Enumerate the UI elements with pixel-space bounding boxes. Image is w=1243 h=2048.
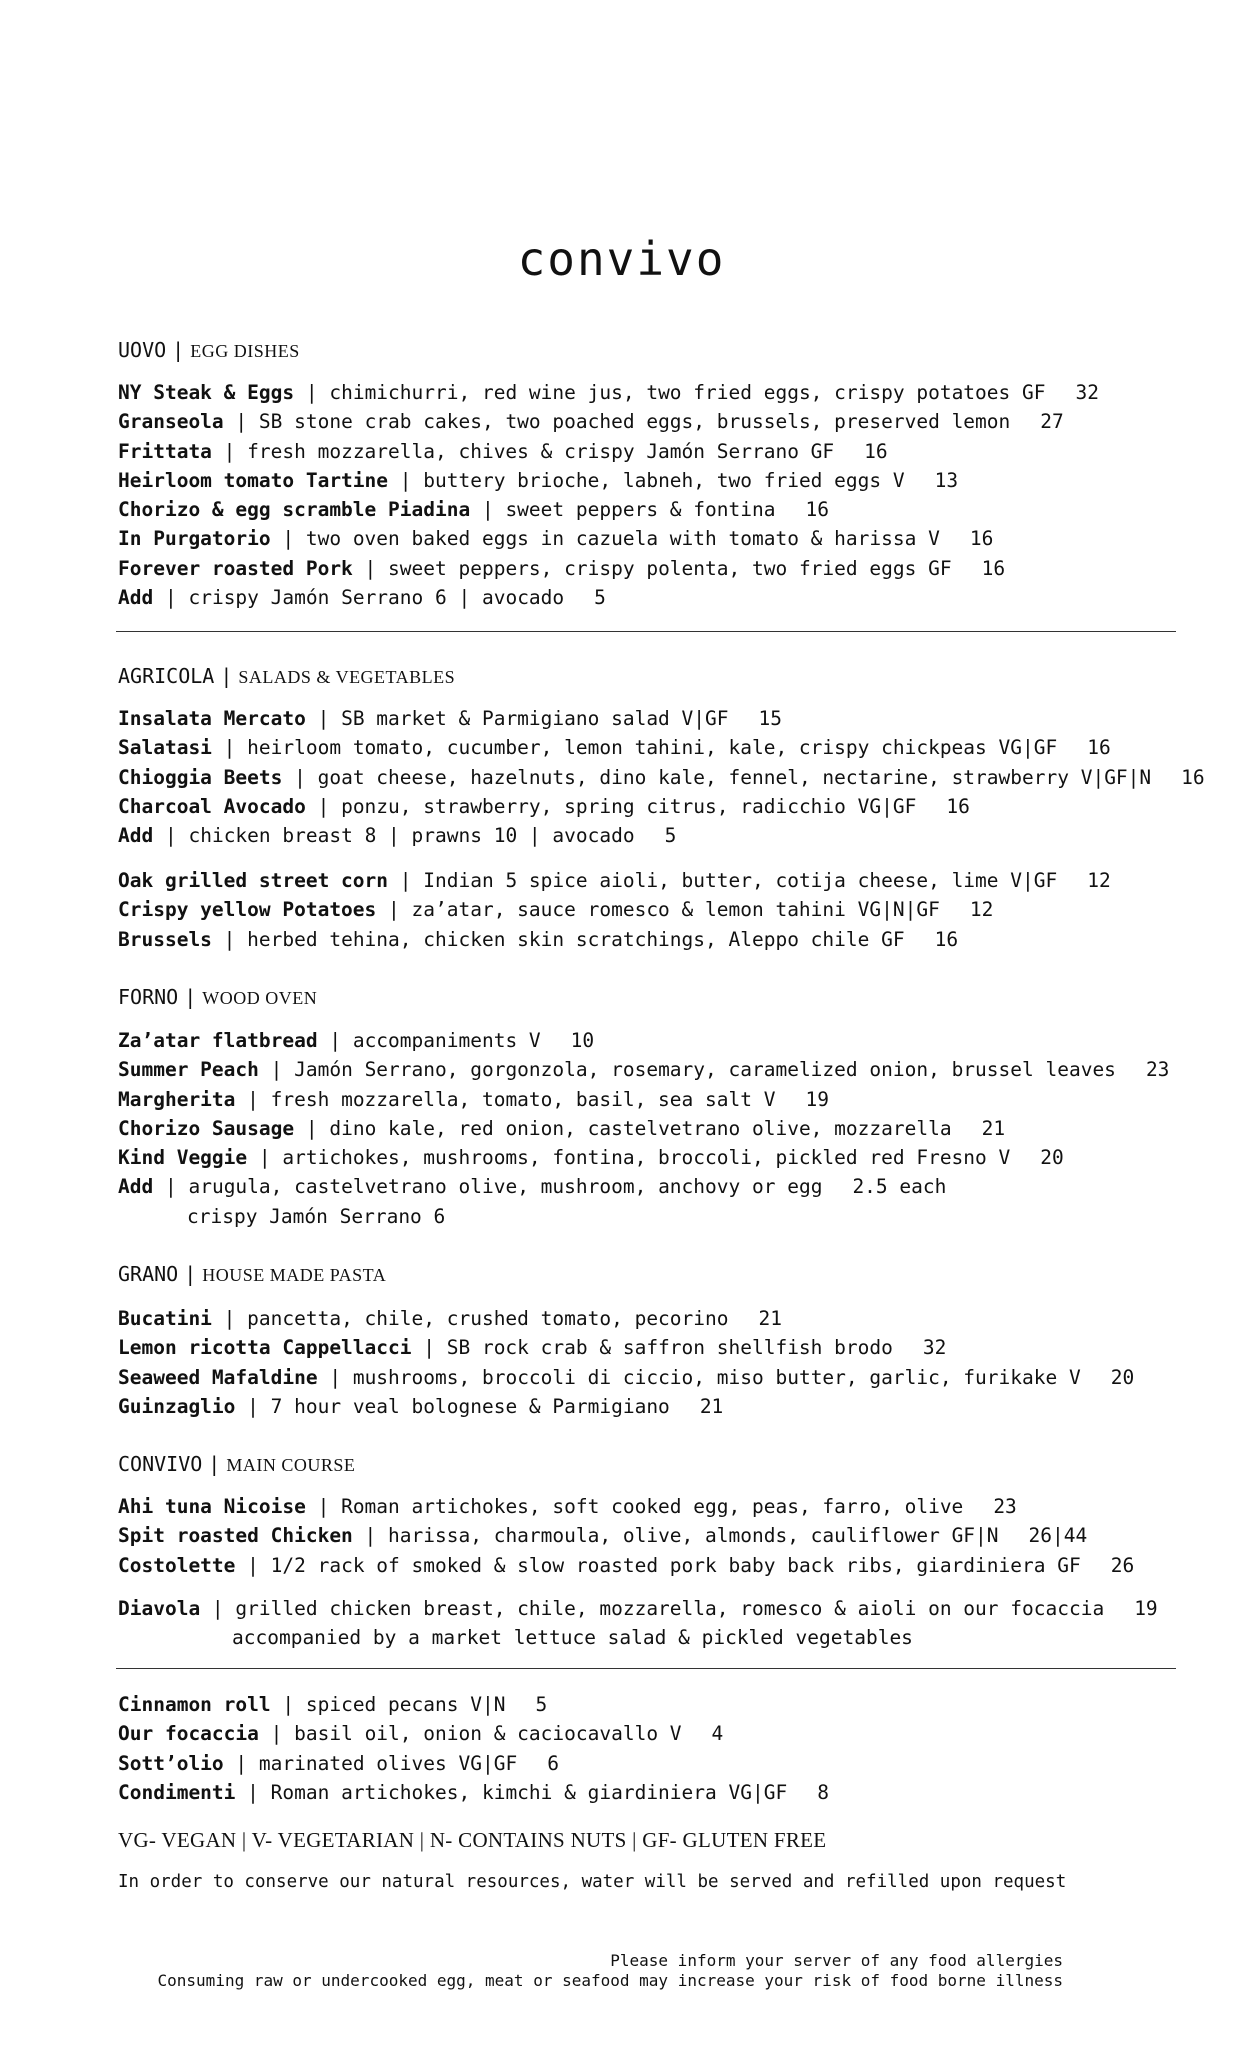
forno-items: [118, 1026, 1169, 1202]
item-price: 2.5 each: [852, 1175, 947, 1199]
item-name: Summer Peach: [118, 1058, 259, 1082]
separator: |: [223, 410, 259, 434]
separator: |: [184, 985, 197, 1009]
diavola-item: [118, 1594, 1158, 1623]
section-subtitle: WOOD OVEN: [202, 988, 318, 1008]
separator: |: [294, 381, 330, 404]
item-description: Jamón Serrano, gorgonzola, rosemary, caramelized onion, brussel leaves: [294, 1058, 1116, 1082]
section-header-uovo: [118, 338, 300, 362]
item-description: basil oil, onion & caciocavallo V: [294, 1722, 682, 1746]
item-name: Margherita: [118, 1087, 236, 1111]
item-price: 26: [1110, 1553, 1135, 1577]
item-description: Roman artichokes, kimchi & giardiniera VG|GF: [270, 1780, 788, 1804]
menu-item: [118, 378, 1099, 407]
separator: |: [270, 1693, 306, 1716]
item-name: Add: [118, 1175, 154, 1199]
item-description: SB rock crab & saffron shellfish brodo: [446, 1336, 893, 1360]
separator: |: [247, 1146, 283, 1170]
item-price: 16: [864, 439, 888, 463]
section-subtitle: EGG DISHES: [190, 341, 300, 361]
raw-food-warning: Consuming raw or undercooked egg, meat or seafood may increase your risk of food borne illness: [157, 1971, 1063, 1990]
separator: |: [388, 869, 424, 892]
menu-item: [118, 821, 1205, 850]
item-name: Our focaccia: [118, 1722, 259, 1746]
section-header-convivo: [118, 1452, 355, 1476]
menu-item: [118, 1143, 1169, 1172]
section-subtitle: MAIN COURSE: [226, 1455, 356, 1475]
item-price: 15: [758, 707, 782, 730]
item-price: 16: [981, 556, 1006, 580]
separator: |: [470, 498, 506, 522]
menu-item: [118, 1055, 1169, 1084]
item-name: Ahi tuna Nicoise: [118, 1495, 306, 1518]
section-name: GRANO: [118, 1262, 179, 1286]
item-name: Diavola: [118, 1597, 201, 1620]
menu-item: [118, 1333, 1134, 1362]
section-subtitle: SALADS & VEGETABLES: [238, 667, 456, 687]
item-description: arugula, castelvetrano olive, mushroom, anchovy or egg: [188, 1175, 823, 1199]
item-name: Costolette: [118, 1553, 236, 1577]
item-price: 19: [805, 1087, 829, 1111]
item-price: 5: [594, 586, 606, 610]
separator: |: [317, 1029, 353, 1052]
menu-item: [118, 1690, 829, 1719]
item-price: 19: [1134, 1597, 1158, 1620]
item-description: SB stone crab cakes, two poached eggs, brussels, preserved lemon: [258, 410, 1011, 434]
item-description: harissa, charmoula, olive, almonds, cauliflower GF|N: [388, 1524, 999, 1548]
divider: [116, 1668, 1176, 1669]
item-price: 26|44: [1028, 1524, 1088, 1548]
item-name: Za’atar flatbread: [118, 1029, 318, 1052]
item-price: 20: [1110, 1365, 1135, 1389]
allergy-note: Please inform your server of any food allergies: [610, 1951, 1063, 1970]
item-name: Condimenti: [118, 1780, 236, 1804]
item-description: Indian 5 spice aioli, butter, cotija cheese, lime V|GF: [423, 869, 1058, 892]
separator: |: [388, 468, 424, 492]
item-name: Cinnamon roll: [118, 1693, 271, 1716]
item-price: 21: [758, 1307, 782, 1330]
separator: |: [211, 439, 248, 463]
item-description: herbed tehina, chicken skin scratchings, Aleppo chile GF: [247, 927, 905, 951]
section-name: AGRICOLA: [118, 664, 215, 688]
separator: |: [258, 1058, 295, 1082]
item-price: 20: [1040, 1146, 1064, 1170]
separator: |: [294, 1116, 330, 1140]
item-name: In Purgatorio: [118, 527, 271, 551]
menu-item: [118, 1492, 1134, 1521]
item-name: Guinzaglio: [118, 1394, 236, 1418]
item-description: dino kale, red onion, castelvetrano olive, mozzarella: [329, 1116, 952, 1140]
menu-item: [118, 1719, 829, 1748]
item-description: crispy Jamón Serrano 6 | avocado: [188, 586, 565, 610]
item-price: 21: [699, 1394, 724, 1418]
menu-item: [118, 792, 1205, 821]
item-name: NY Steak & Eggs: [118, 381, 295, 404]
divider: [116, 631, 1176, 632]
item-description: chicken breast 8 | prawns 10 | avocado: [188, 824, 635, 848]
item-description: marinated olives VG|GF: [258, 1751, 518, 1775]
item-name: Lemon ricotta Cappellacci: [118, 1336, 412, 1360]
menu-item: [118, 1172, 1169, 1201]
item-name: Bucatini: [118, 1307, 212, 1330]
item-description: buttery brioche, labneh, two fried eggs V: [423, 468, 905, 492]
dietary-legend: VG- VEGAN | V- VEGETARIAN | N- CONTAINS NUTS | GF- GLUTEN FREE: [118, 1828, 827, 1852]
separator: |: [317, 1365, 353, 1389]
item-description: chimichurri, red wine jus, two fried eggs, crispy potatoes GF: [329, 381, 1046, 404]
separator: |: [153, 1175, 189, 1199]
restaurant-title: convivo: [517, 232, 726, 286]
item-description: pancetta, chile, crushed tomato, pecorino: [247, 1307, 729, 1330]
menu-item: [118, 495, 1099, 524]
item-price: 32: [1075, 381, 1099, 404]
item-name: Insalata Mercato: [118, 707, 306, 730]
item-price: 16: [1087, 736, 1111, 760]
section-name: UOVO: [118, 338, 167, 362]
item-description: sweet peppers, crispy polenta, two fried eggs GF: [388, 556, 952, 580]
item-name: Heirloom tomato Tartine: [118, 468, 389, 492]
item-price: 5: [664, 824, 677, 848]
section-name: CONVIVO: [118, 1452, 203, 1476]
menu-item: [118, 1778, 829, 1807]
forno-add-continuation: [187, 1202, 445, 1231]
separator: |: [211, 1307, 248, 1330]
item-price: 27: [1040, 410, 1064, 434]
menu-item: [118, 407, 1099, 436]
separator: |: [270, 527, 306, 551]
separator: |: [305, 794, 342, 818]
menu-item: [118, 554, 1099, 583]
item-name: Charcoal Avocado: [118, 794, 306, 818]
item-description: spiced pecans V|N: [305, 1693, 506, 1716]
menu-item: [118, 1551, 1134, 1580]
item-price: 12: [1087, 869, 1111, 892]
item-name: Forever roasted Pork: [118, 556, 353, 580]
item-price: 16: [1181, 765, 1205, 789]
separator: |: [352, 556, 389, 580]
separator: |: [376, 898, 412, 922]
menu-item: [118, 1363, 1134, 1392]
agricola-sides: [118, 866, 1111, 954]
diavola-continuation: [232, 1623, 913, 1652]
item-name: Chorizo Sausage: [118, 1116, 295, 1140]
item-price: 4: [711, 1722, 724, 1746]
extras-items: [118, 1690, 829, 1807]
item-name: Chorizo & egg scramble Piadina: [118, 498, 471, 522]
item-price: 12: [969, 898, 994, 922]
menu-item: [118, 524, 1099, 553]
separator: |: [258, 1722, 295, 1746]
item-description: Roman artichokes, soft cooked egg, peas, farro, olive: [341, 1495, 964, 1518]
menu-item: [118, 1026, 1169, 1055]
item-description: goat cheese, hazelnuts, dino kale, fennel, nectarine, strawberry V|GF|N: [317, 765, 1152, 789]
separator: |: [282, 765, 318, 789]
convivo-items: [118, 1492, 1134, 1580]
separator: |: [235, 1394, 271, 1418]
separator: |: [220, 664, 233, 688]
separator: |: [211, 736, 248, 760]
menu-item: [118, 1521, 1134, 1550]
item-name: Granseola: [118, 410, 224, 434]
item-price: 21: [981, 1116, 1006, 1140]
item-description: 1/2 rack of smoked & slow roasted pork baby back ribs, giardiniera GF: [270, 1553, 1081, 1577]
item-name: Add: [118, 586, 154, 610]
menu-item: [118, 925, 1111, 954]
menu-item: [118, 733, 1205, 762]
menu-item: [118, 1749, 829, 1778]
item-price: 23: [993, 1495, 1017, 1518]
item-price: 8: [817, 1780, 829, 1804]
item-description: SB market & Parmigiano salad V|GF: [341, 707, 729, 730]
separator: |: [352, 1524, 389, 1548]
item-description: sweet peppers & fontina: [505, 498, 776, 522]
item-name: Salatasi: [118, 736, 212, 760]
uovo-items: [118, 378, 1099, 612]
item-price: 10: [570, 1029, 595, 1052]
item-description: za’atar, sauce romesco & lemon tahini VG|N|GF: [411, 898, 940, 922]
item-price: 6: [547, 1751, 559, 1775]
item-description: two oven baked eggs in cazuela with tomato & harissa V: [305, 527, 940, 551]
item-description: fresh mozzarella, tomato, basil, sea salt V: [270, 1087, 776, 1111]
forno-add-line2: crispy Jamón Serrano 6: [187, 1205, 446, 1228]
separator: |: [305, 1495, 342, 1518]
separator: |: [153, 824, 189, 848]
separator: |: [235, 1780, 271, 1804]
item-description: heirloom tomato, cucumber, lemon tahini, kale, crispy chickpeas VG|GF: [247, 736, 1058, 760]
menu-item: [118, 866, 1111, 895]
menu-item: [118, 895, 1111, 924]
item-price: 16: [969, 527, 994, 551]
item-price: 32: [922, 1336, 947, 1360]
section-header-agricola: [118, 664, 455, 688]
item-name: Frittata: [118, 439, 212, 463]
item-description: accompaniments V: [352, 1029, 541, 1052]
section-subtitle: HOUSE MADE PASTA: [202, 1265, 387, 1285]
separator: |: [411, 1336, 447, 1360]
item-description: ponzu, strawberry, spring citrus, radicchio VG|GF: [341, 794, 917, 818]
item-price: 16: [934, 927, 959, 951]
separator: |: [305, 707, 342, 730]
separator: |: [223, 1751, 259, 1775]
section-name: FORNO: [118, 985, 179, 1009]
item-price: 13: [934, 468, 959, 492]
item-name: Sott’olio: [118, 1751, 224, 1775]
menu-item: Diavola | grilled chicken breast, chile, mozzarella, romesco & aioli on our focaccia 19: [118, 1597, 1158, 1620]
item-description: grilled chicken breast, chile, mozzarella, romesco & aioli on our focaccia: [235, 1597, 1105, 1620]
water-note: In order to conserve our natural resources, water will be served and refilled upon request: [118, 1872, 1067, 1892]
item-name: Seaweed Mafaldine: [118, 1365, 318, 1389]
menu-item: [118, 1304, 1134, 1333]
separator: |: [235, 1087, 271, 1111]
item-name: Brussels: [118, 927, 212, 951]
item-name: Oak grilled street corn: [118, 869, 389, 892]
item-name: Chioggia Beets: [118, 765, 283, 789]
item-price: 23: [1145, 1058, 1170, 1082]
separator: |: [211, 927, 248, 951]
section-header-grano: [118, 1262, 386, 1286]
agricola-items: [118, 704, 1205, 850]
grano-items: [118, 1304, 1134, 1421]
item-price: 16: [805, 498, 829, 522]
section-header-forno: [118, 985, 317, 1009]
menu-item: [118, 583, 1099, 612]
menu-item: [118, 763, 1205, 792]
menu-item: [118, 466, 1099, 495]
item-name: Add: [118, 824, 154, 848]
item-description: 7 hour veal bolognese & Parmigiano: [270, 1394, 670, 1418]
item-price: 16: [946, 794, 970, 818]
item-name: Kind Veggie: [118, 1146, 248, 1170]
menu-item: [118, 1392, 1134, 1421]
item-description: artichokes, mushrooms, fontina, broccoli, pickled red Fresno V: [282, 1146, 1011, 1170]
menu-item: [118, 437, 1099, 466]
item-description: fresh mozzarella, chives & crispy Jamón Serrano GF: [247, 439, 835, 463]
item-name: Crispy yellow Potatoes: [118, 898, 377, 922]
separator: |: [153, 586, 189, 610]
item-price: 5: [535, 1693, 548, 1716]
diavola-line2: accompanied by a market lettuce salad & pickled vegetables: [232, 1626, 913, 1649]
menu-item: [118, 1114, 1169, 1143]
menu-item: [118, 1085, 1169, 1114]
separator: |: [208, 1452, 221, 1476]
item-description: mushrooms, broccoli di ciccio, miso butter, garlic, furikake V: [352, 1365, 1081, 1389]
separator: |: [172, 338, 185, 362]
separator: |: [235, 1553, 271, 1577]
menu-item: [118, 704, 1205, 733]
item-name: Spit roasted Chicken: [118, 1524, 353, 1548]
separator: |: [184, 1262, 197, 1286]
